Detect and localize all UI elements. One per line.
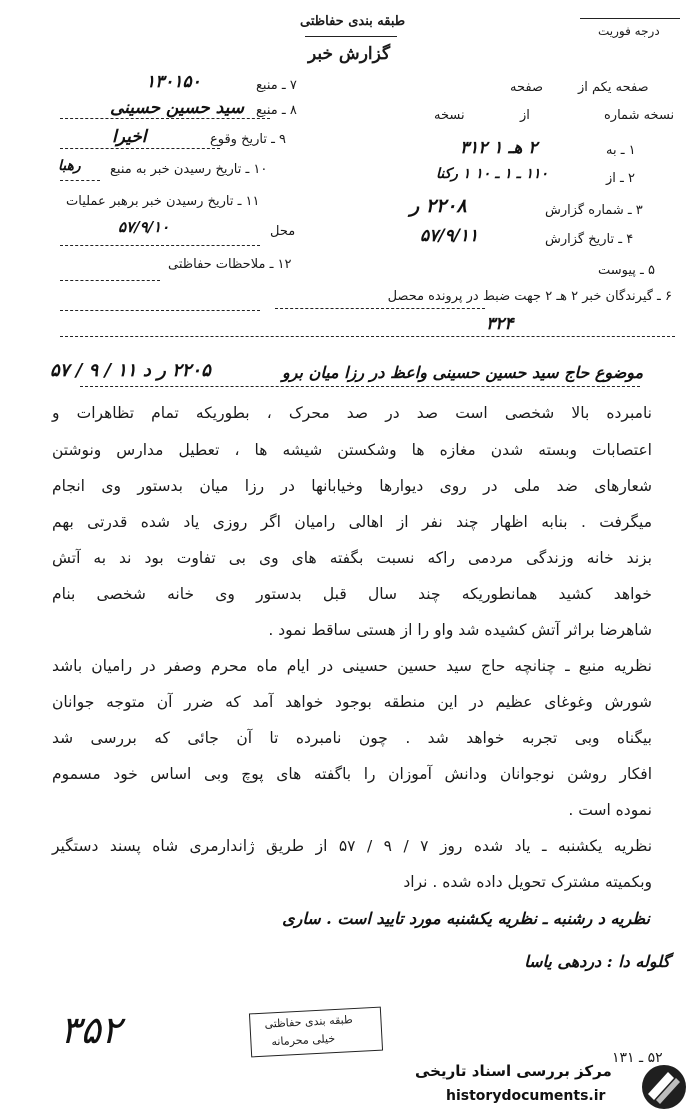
subject-reference: ۲۲۰۵ ر د ۱۱ / ۹ / ۵۷ [50,360,211,381]
dashed-separator-6 [60,310,260,311]
classification-header: طبقه بندی حفاظتی [300,14,406,29]
body-line: شاهرضا براثر آتش کشیده شد واو را از هستی ساقط نمود . [268,621,652,639]
handwritten-number: ۳۵۲ [60,1008,122,1052]
body-line: نظریه منبع ـ چنانچه حاج سید حسین حسینی در ایام ماه محرم وصفر در رامیان باشد [52,657,652,675]
priority-underline [580,18,680,19]
dashed-separator-subject [60,336,675,337]
attachment-label: ۵ ـ پیوست [598,263,655,278]
report-number-label: ۳ ـ شماره گزارش [545,203,643,218]
of-label: از [520,108,530,123]
field-from-value: ۱۱۰ ـ ۱ ـ ۱۰ ۱ رکنا [436,166,549,182]
dashed-separator-5 [60,280,160,281]
body-line: شورش وغوغای عظیم در این منطقه بوجود خواهد آمد که ضرر آن متوجه جوانان [52,693,652,711]
source2-label: ۸ ـ منبع [256,103,297,118]
closing-note-2: گلوله دا : دردهی یاسا [524,952,670,971]
subject-underline [80,386,640,387]
classification-stamp [249,1007,383,1058]
news-to-source-label: ۱۰ ـ تاریخ رسیدن خبر به منبع [110,162,268,177]
source-label: ۷ ـ منبع [256,78,297,93]
page-number: ۵۲ ـ ۱۳۱ [612,1050,663,1066]
source-value: ۱۳۰۱۵۰ [146,72,201,92]
body-line: اعتصابات وبسته شدن مغازه ها وشکستن شیشه ها ، تعطیل مدارس ونوشتن [52,441,652,459]
document-title: گزارش خبر [308,44,391,64]
stamp-value: خیلی محرمانه [271,1032,336,1049]
dashed-separator-3 [60,180,100,181]
report-number-value: ۲۲۰۸ ر [410,195,467,217]
page-label: صفحه [510,80,543,95]
recipients-label: ۶ ـ گیرندگان خبر ۲ هـ ۲ جهت ضبط در پرونده محصل [387,289,672,304]
news-to-leader-label: ۱۱ ـ تاریخ رسیدن خبر برهبر عملیات [66,194,260,209]
copy-number-label: نسخه شماره [604,108,675,123]
news-to-source-value: رهبا [58,158,81,174]
field-to-value: ۲ هـ ۱ ۳۱۲ [460,138,538,158]
report-date-value: ۵۷/۹/۱۱ [420,226,479,246]
stamp-label: طبقه بندی حفاظتی [264,1013,354,1031]
body-line: میگرفت . بنابه اظهار چند نفر از اهالی رامیان اگر روزی یاد شده قدرتی بهم [52,513,652,531]
dashed-separator-2 [60,148,220,149]
body-line: نموده است . [568,801,652,819]
subject-line: موضوع حاج سید حسین حسینی واعظ در رزا میان برو [282,363,644,382]
field-from-label: ۲ ـ از [606,171,635,186]
body-line: بیگناه وبی تجربه خواهد شد . چون نامبرده تا آن جائی که بررسی شد [52,729,652,747]
occurrence-date-label: ۹ ـ تاریخ وقوع [210,132,287,147]
security-notes-label: ۱۲ ـ ملاحظات حفاظتی [168,257,292,272]
page-of-label: صفحه یکم از [578,80,649,95]
place-label: محل [270,224,296,239]
recipients-value: ۳۲۴ [486,314,514,334]
classification-underline [305,36,397,37]
archive-name: مرکز بررسی اسناد تاریخی [415,1062,612,1080]
closing-note-1: نظریه د رشنبه ـ نظریه یکشنبه مورد تایید است . ساری [282,909,650,928]
body-line: خواهد کشید همانطوریکه چند سال قبل بدستور وی خانه شخصی بنام [52,585,652,603]
dashed-separator-1 [60,118,270,119]
occurrence-date-value: اخیرا [112,127,147,147]
news-to-leader-value: ۵۷/۹/۱۰ [118,218,170,236]
body-line: بزند خانه وزندگی مردمی راکه نسبت بگفته های وی بی تفاوت بود ند به آتش [52,549,652,567]
dashed-separator-right [275,308,485,309]
body-line: نامبرده بالا شخصی است صد در صد محرک ، بطوریکه تمام تظاهرات و [52,404,652,422]
source-name-value: سید حسین حسینی [110,98,244,118]
copy-label: نسخه [434,108,465,123]
field-to-label: ۱ ـ به [606,143,636,158]
dashed-separator-4 [60,245,260,246]
archive-url: historydocuments.ir [446,1088,606,1104]
body-line: افکار روشن نوجوانان ودانش آموزان را باگفته های پوچ وبی اساس خود مسموم [52,765,652,783]
priority-label: درجه فوریت [598,24,660,38]
body-line: وبکمیته مشترک تحویل داده شده . نراد [403,873,652,891]
archive-logo-icon [630,1062,694,1112]
body-line: شعارهای ضد ملی در روی دیوارها وخیابانها در رزا میان بدستور وی انجام [52,477,652,495]
report-date-label: ۴ ـ تاریخ گزارش [545,232,634,247]
body-line: نظریه یکشنبه ـ یاد شده روز ۷ / ۹ / ۵۷ از طریق ژاندارمری شاه پسند دستگیر [52,837,653,855]
